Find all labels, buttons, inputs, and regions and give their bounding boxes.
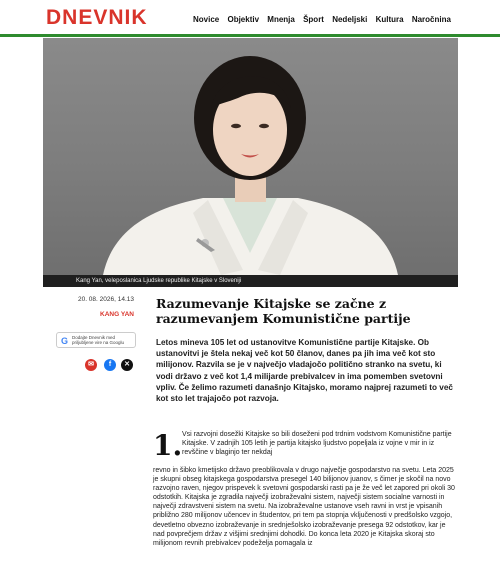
article-body-intro: Vsi razvojni dosežki Kitajske so bili doseženi pod trdnim vodstvom Komunistične partije Kitajske. V zadnjih 105 letih je partija kitajsko ljudstvo popeljala iz vojne v mir in iz revščine v blaginjo ter nekdaj: [182, 431, 452, 457]
article-author[interactable]: KANG YAN: [100, 311, 134, 318]
facebook-icon[interactable]: f: [104, 359, 116, 371]
x-icon[interactable]: ✕: [121, 359, 133, 371]
nav-item-objektiv[interactable]: Objektiv: [227, 15, 260, 24]
article-lead: Letos mineva 105 let od ustanovitve Komunistične partije Kitajske. Ob ustanovitvi je štela nekaj več kot 50 članov, danes pa jih ima več kot sto milijonov. Razvila se je v največjo vladajočo politično stranko na svetu, ki vodi državo z več kot 1,4 milijarde prebivalcev in ima pomemben svetovni vpliv. Če želimo razumeti današnjo Kitajsko, moramo najprej razumeti to več kot sto let trajajočo pot razvoja.: [156, 338, 453, 404]
drop-cap: 1.: [153, 429, 183, 462]
site-logo[interactable]: DNEVNIK: [46, 6, 148, 29]
google-preferred-source-button[interactable]: [56, 332, 136, 348]
nav-item-mnenja[interactable]: Mnenja: [267, 15, 295, 24]
nav-item-novice[interactable]: Novice: [193, 15, 220, 24]
google-button-label: Dodajte Dnevnik med priljubljene vire na Googlu: [72, 335, 125, 345]
nav-item-narocnina[interactable]: Naročnina: [411, 15, 451, 24]
nav-item-kultura[interactable]: Kultura: [375, 15, 404, 24]
article-title: Razumevanje Kitajske se začne z razumevanjem Komunistične partije: [156, 296, 411, 326]
main-nav: [193, 15, 457, 24]
email-icon[interactable]: ✉: [85, 359, 97, 371]
article-date: 20. 08. 2026, 14.13: [77, 296, 134, 303]
hero-caption: Kang Yan, veleposlanica Ljudske republike Kitajske v Sloveniji: [43, 275, 458, 287]
google-icon: G: [61, 336, 69, 346]
hero-image: [43, 38, 458, 275]
article-body: revno in šibko kmetijsko državo preoblikovala v drugo največje gospodarstvo na svetu. Leta 2025 je skupni obseg kitajskega gospodarstva presegel 140 bilijonov juanov, s čimer je skočil na novo razvojno raven, njegov prispevek k svetovni gospodarski rasti pa je že več let zapored pri okoli 30 odstotkih. Kitajska je zgradila največji izobraževalni sistem, največji sistem socialne varnosti in največji zdravstveni sistem na svetu. Na izobraževalne ustanove vseh ravni in vrst je vpisanih približno 280 milijonov učencev in študentov, pri tem pa stopnja vključenosti v predšolsko vzgojo, devetletno obvezno izobraževanje in srednješolsko izobraževanje presega 92 odstotkov, kar je nad povprečjem držav z višjimi srednjimi dohodki. Do konca leta 2020 je Kitajska skoraj sto milijonom revnih prebivalcev podeželja pomagala iz: [153, 467, 455, 547]
nav-item-nedeljski[interactable]: Nedeljski: [332, 15, 368, 24]
header-accent-bar: [0, 34, 500, 37]
nav-item-sport[interactable]: Šport: [303, 15, 324, 24]
portrait-illustration: [43, 38, 458, 275]
